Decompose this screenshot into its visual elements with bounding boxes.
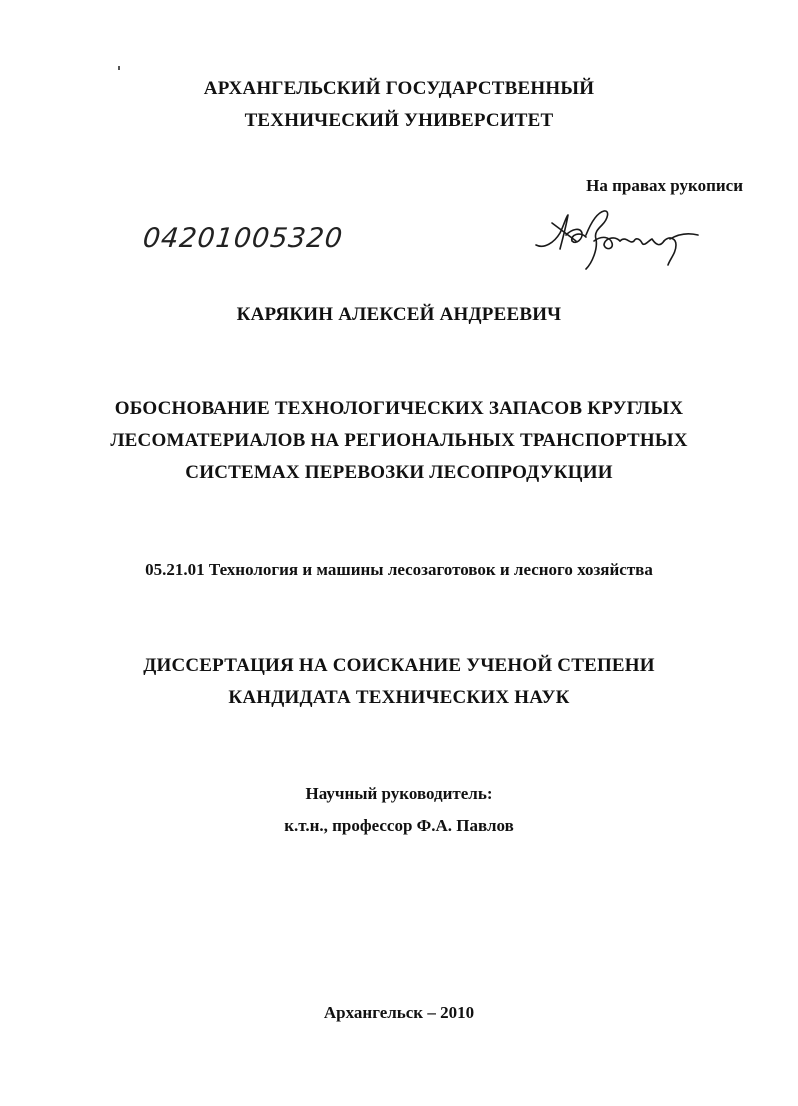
scan-speck <box>118 66 120 70</box>
degree-line-2: КАНДИДАТА ТЕХНИЧЕСКИХ НАУК <box>228 687 570 708</box>
specialty-code: 05.21.01 Технология и машины лесозаготовок и лесного хозяйства <box>145 560 653 579</box>
institution-line-1: АРХАНГЕЛЬСКИЙ ГОСУДАРСТВЕННЫЙ <box>203 78 595 99</box>
supervisor-name: к.т.н., профессор Ф.А. Павлов <box>284 816 514 835</box>
registration-number: 04201005320 <box>141 223 345 254</box>
degree-line-1: ДИССЕРТАЦИЯ НА СОИСКАНИЕ УЧЕНОЙ СТЕПЕНИ <box>143 655 655 676</box>
author-name: КАРЯКИН АЛЕКСЕЙ АНДРЕЕВИЧ <box>236 304 562 325</box>
title-line-2: ЛЕСОМАТЕРИАЛОВ НА РЕГИОНАЛЬНЫХ ТРАНСПОРТНЫХ <box>110 430 688 451</box>
title-line-1: ОБОСНОВАНИЕ ТЕХНОЛОГИЧЕСКИХ ЗАПАСОВ КРУГЛЫХ <box>114 398 684 419</box>
title-line-3: СИСТЕМАХ ПЕРЕВОЗКИ ЛЕСОПРОДУКЦИИ <box>185 462 613 483</box>
institution-line-2: ТЕХНИЧЕСКИЙ УНИВЕРСИТЕТ <box>244 110 554 131</box>
supervisor-label: Научный руководитель: <box>305 784 493 803</box>
manuscript-rights-note: На правах рукописи <box>586 176 743 195</box>
place-year: Архангельск – 2010 <box>323 1003 475 1022</box>
author-signature <box>530 205 705 275</box>
